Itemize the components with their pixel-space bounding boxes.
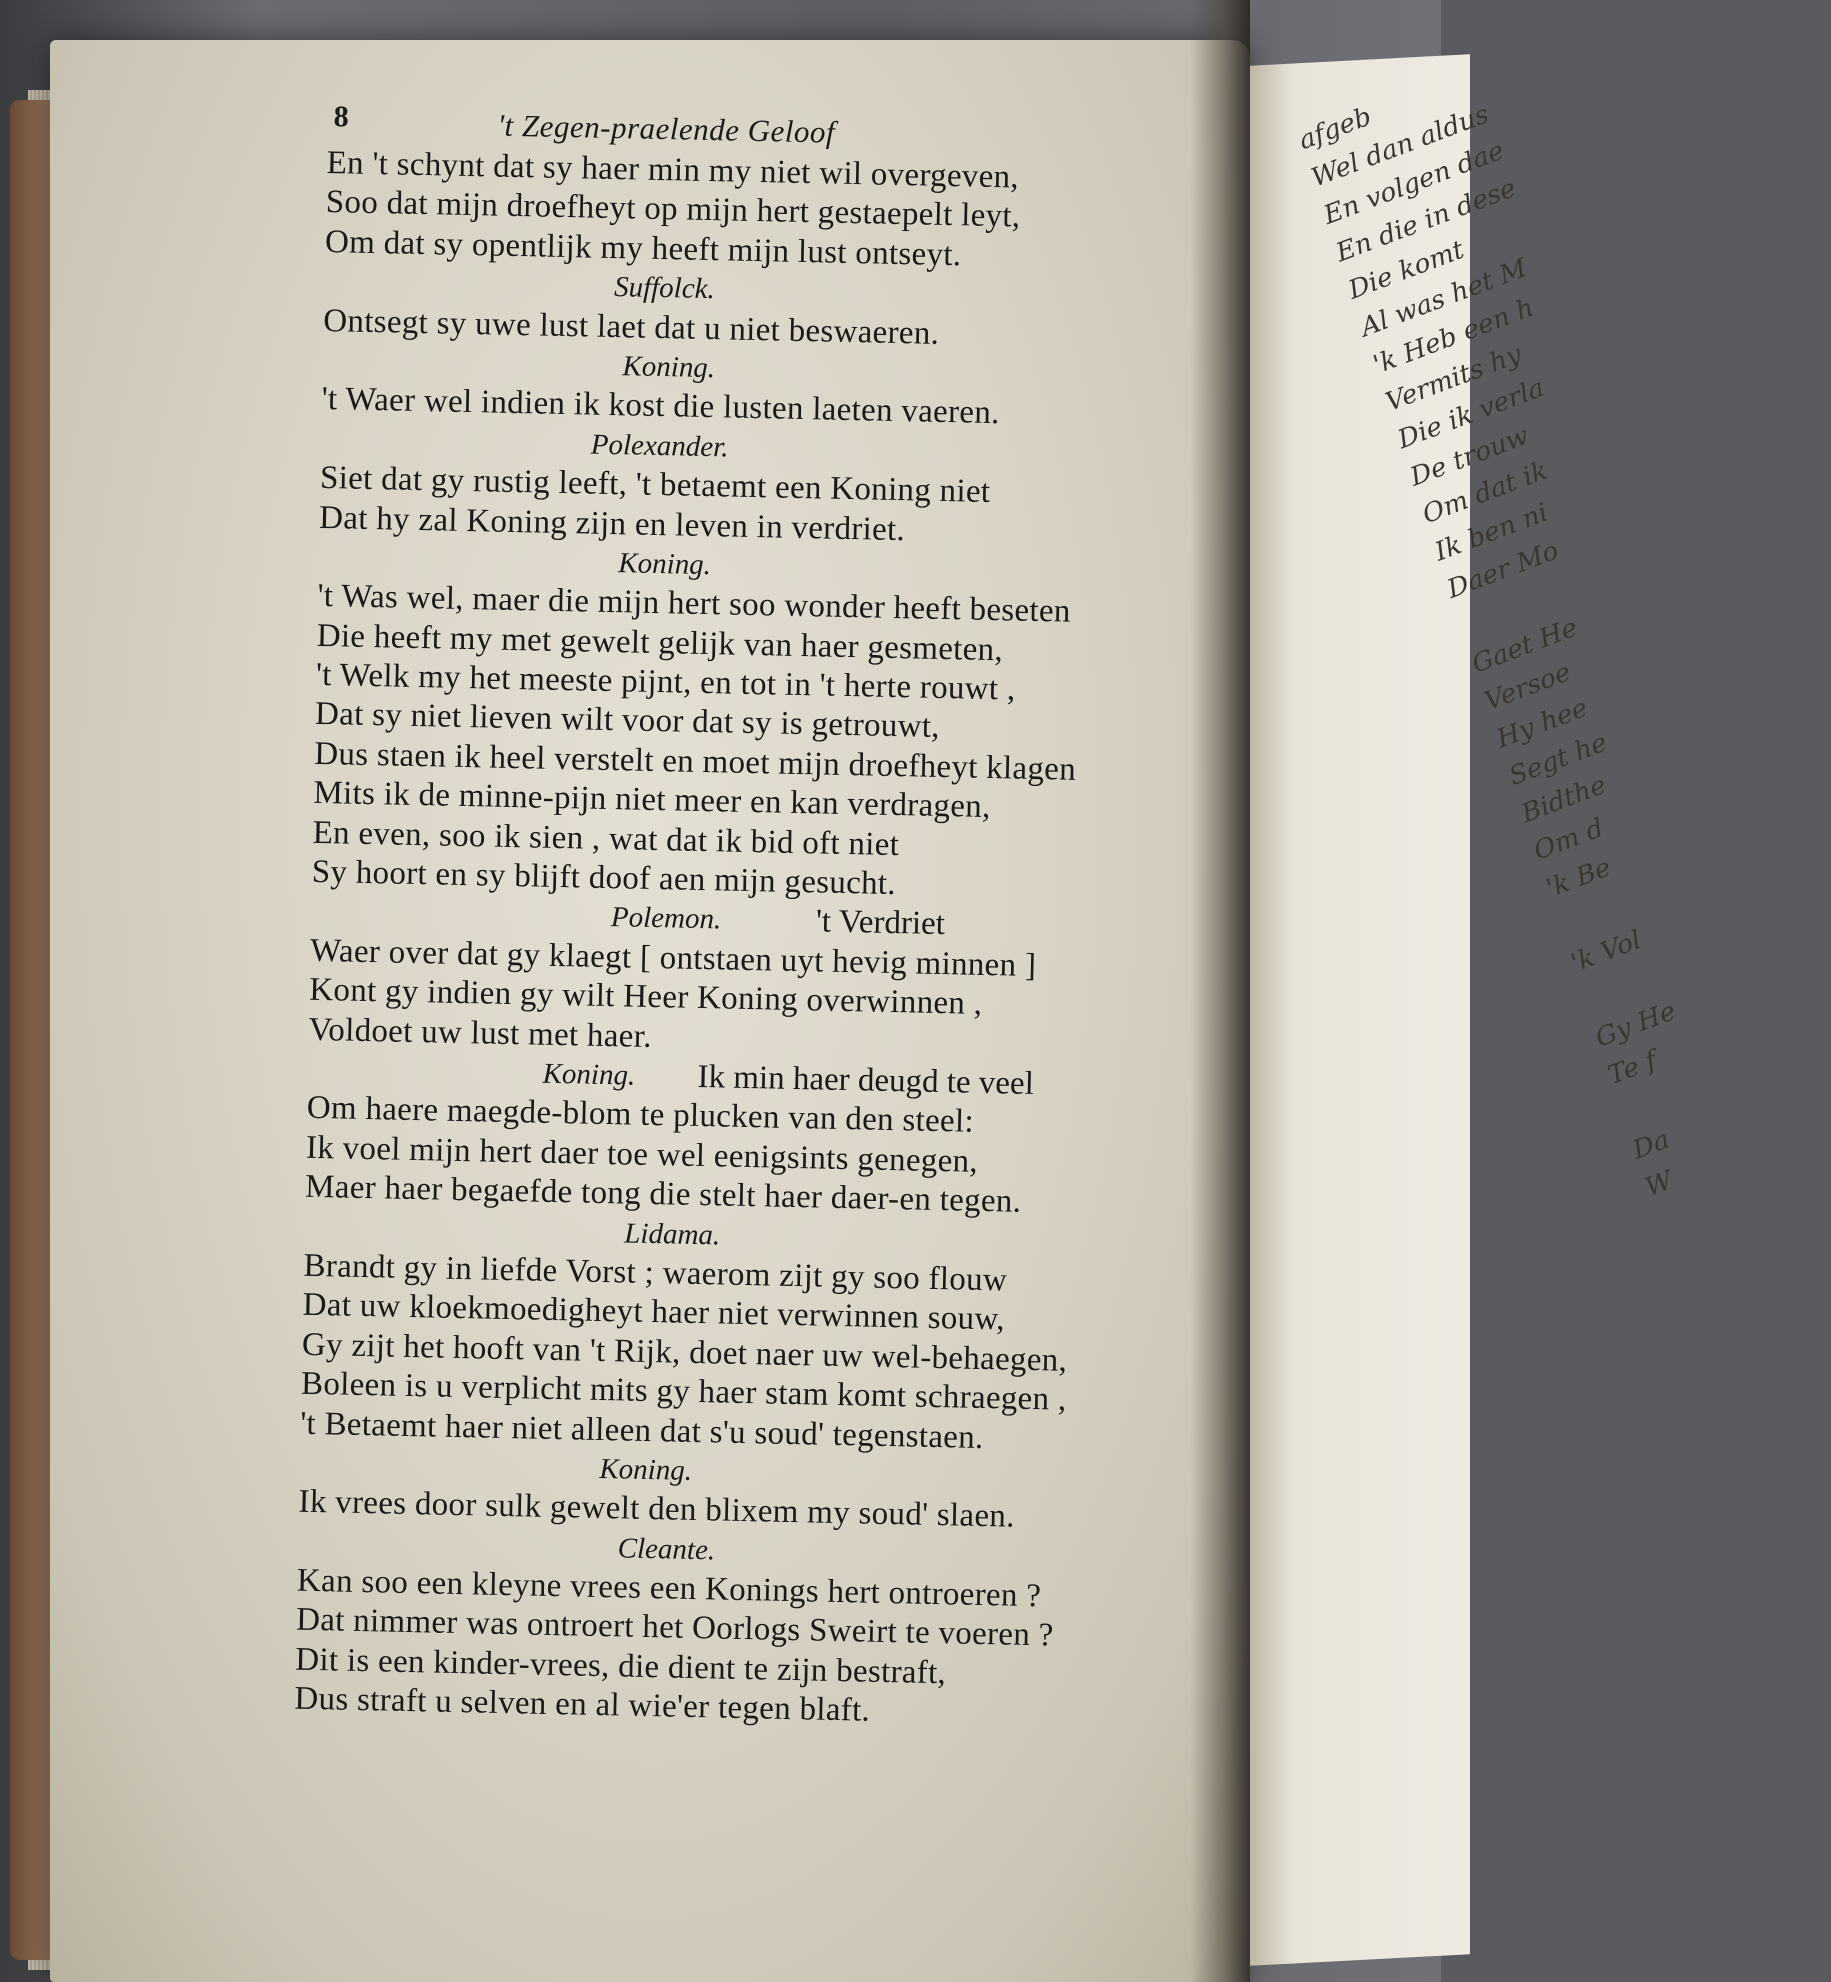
running-head: 't Zegen-praelende Geloof — [497, 107, 836, 150]
verse-line: Dus straft u selven en al wie'er tegen blaft. — [294, 1680, 871, 1729]
right-page — [1250, 54, 1680, 1966]
verse-line: Voldoet uw lust met haer. — [308, 1011, 653, 1055]
speaker-name: Polemon. — [610, 901, 722, 936]
verse-line: Ontsegt sy uwe lust laet dat u niet beswaeren. — [323, 302, 940, 352]
verse-line: Dat sy niet lieven wilt voor dat sy is getrouwt, — [314, 696, 941, 746]
verse-line: Brandt gy in liefde Vorst ; waerom zijt gy soo flouw — [303, 1247, 1008, 1299]
verse-line: Ik voel mijn hert daer toe wel eenigsints genegen, — [305, 1129, 979, 1180]
speaker-name: Suffolck. — [613, 271, 716, 306]
verse-line: Gy zijt het hooft van 't Rijk, doet naer uw wel-behaegen, — [301, 1326, 1068, 1379]
speaker-name: Koning. — [622, 350, 716, 385]
verse-line: Soo dat mijn droefheyt op mijn hert gestaepelt leyt, — [325, 184, 1021, 235]
verse-lines — [294, 144, 1227, 1738]
verse-line: Boleen is u verplicht mits gy haer stam komt schraegen , — [300, 1365, 1067, 1418]
verse-continuation: 't Verdriet — [815, 903, 946, 943]
speaker-name: Koning. — [542, 1057, 636, 1092]
verse-line: 't Betaemt haer niet alleen dat s'u soud' tegenstaen. — [299, 1405, 984, 1456]
speaker-name: Lidama. — [624, 1217, 721, 1252]
verse-line: 't Waer wel indien ik kost die lusten laeten vaeren. — [321, 381, 1001, 432]
verse-line: En 't schynt dat sy haer min my niet wil overgeven, — [326, 144, 1020, 196]
speaker-name: Koning. — [599, 1452, 693, 1487]
verse-line: Waer over dat gy klaegt [ ontstaen uyt hevig minnen ] — [309, 932, 1037, 984]
right-page-fragments: afgeb Wel dan aldus En volgen dae En die in dese Die komt Al was het M 'k Heb een h Vermits hy Die ik verla De trouw Om dat ik Ik ben ni Daer Mo Gaet He Versoe Hy hee Segt he Bidthe Om d 'k Be 'k Vol Gy He Te f Da W — [1295, 99, 1680, 1204]
verse-line: En even, soo ik sien , wat dat ik bid oft niet — [312, 814, 900, 863]
verse-line: Om haere maegde-blom te plucken van den steel: — [306, 1090, 975, 1141]
verse-line: Dit is een kinder-vrees, die dient te zijn bestraft, — [294, 1641, 947, 1692]
speaker-name: Koning. — [618, 547, 712, 582]
verse-line: Dat hy zal Koning zijn en leven in verdriet. — [318, 499, 906, 548]
verse-line: Maer haer begaefde tong die stelt haer daer-en tegen. — [304, 1168, 1022, 1220]
verse-line: 't Was wel, maer die mijn hert soo wonder heeft beseten — [317, 578, 1072, 630]
verse-line: Ik vrees door sulk gewelt den blixem my soud' slaen. — [298, 1483, 1016, 1535]
speaker-name: Polexander. — [590, 428, 729, 464]
verse-line: Dat uw kloekmoedigheyt haer niet verwinnen souw, — [302, 1287, 1006, 1338]
page-text — [294, 100, 1228, 1738]
verse-line: Siet dat gy rustig leeft, 't betaemt een Koning niet — [319, 460, 991, 511]
verse-continuation: Ik min haer deugd te veel — [697, 1058, 1035, 1102]
page-number: 8 — [333, 100, 349, 134]
speaker-name: Cleante. — [617, 1532, 716, 1567]
verse-line: Om dat sy opentlijk my heeft mijn lust ontseyt. — [324, 223, 962, 274]
verse-line: Mits ik de minne-pijn niet meer en kan verdragen, — [313, 775, 991, 826]
verse-line: Dus staen ik heel verstelt en moet mijn droefheyt klagen — [313, 735, 1077, 788]
verse-line: Die heeft my met gewelt gelijk van haer gesmeten, — [316, 617, 1004, 668]
verse-line: Dat nimmer was ontroert het Oorlogs Sweirt te voeren ? — [295, 1602, 1054, 1654]
verse-line: Kan soo een kleyne vrees een Konings hert ontroeren ? — [296, 1562, 1042, 1615]
verse-line: 't Welk my het meeste pijnt, en tot in 't herte rouwt , — [315, 656, 1016, 708]
verse-line: Sy hoort en sy blijft doof aen mijn gesucht. — [311, 853, 897, 903]
verse-line: Kont gy indien gy wilt Heer Koning overwinnen , — [308, 972, 983, 1023]
